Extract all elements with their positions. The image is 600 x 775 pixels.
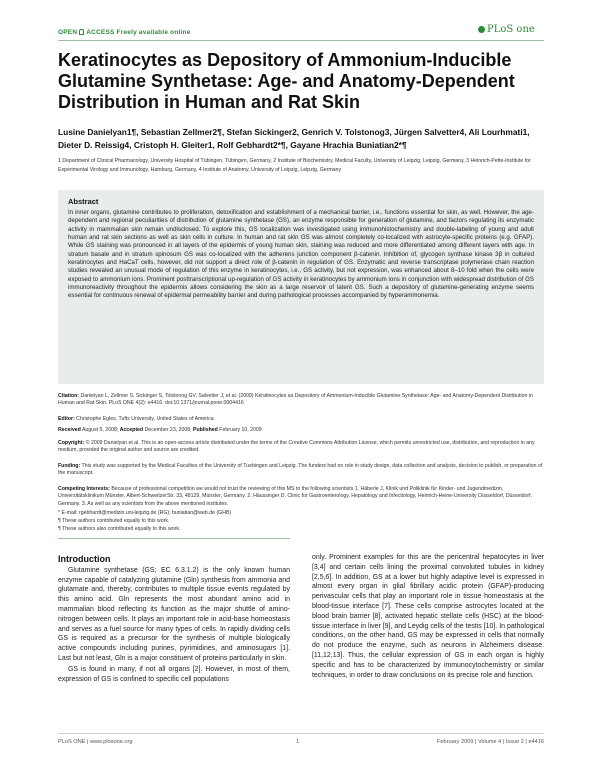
funding-label: Funding: [58,463,81,469]
intro-paragraph-2: GS is found in many, if not all organs [2]. However, in most of them, expression of GS is confined to specific cell populations [58,665,290,683]
received-label: Received [58,427,81,433]
article-title: Keratinocytes as Depository of Ammonium-Inducible Glutamine Synthetase: Age- and Anatomy-Dependent Distribution in Human and Rat Skin [58,50,515,112]
competing-interests-label: Competing Interests: [58,486,110,492]
access-label: ACCESS [86,29,115,36]
copyright-text: © 2009 Danielyan et al. This is an open-access article distributed under the terms of the Creative Commons Attribution License, which permits unrestricted use, distribution, and reproduction in any medium, provided the original author and source are credited. [58,440,535,454]
journal-logo-text: PLoS one [487,24,535,35]
citation-text: Danielyan L, Zellmer S, Sickinger S, Tolstonog GV, Salvetter J, et al. (2009) Keratinocytes as Depository of Ammonium-Inducible Glutamine Synthetase: Age- and Anatomy-Dependent Distribution in Human and Rat Skin. PLoS ONE 4(2): e4416. doi:10.1371/journal.pone.0004416 [58,393,533,407]
footer-divider [58,733,544,734]
header-divider [58,40,544,41]
page-number: 1 [296,739,300,745]
email-info: * E-mail: rgebhardt@medizin.uni-leipzig.de (RG); buniatian@web.de (GHB) [58,510,232,516]
body-column-right [312,553,544,680]
affiliations: 1 Department of Clinical Pharmacology, University Hospital of Tübingen, Tübingen, Germany, 2 Institute of Biochemistry, Medical Faculty, University of Leipzig, Leipzig, Germany, 3 Heinrich-Pette-Institute for Experimental Virology and Immunology, Hamburg, Germany, 4 Institute of Anatomy, University of Leipzig, Leipzig, Germany [58,158,531,173]
body-column-left [58,555,290,684]
dates-info [58,427,544,434]
accepted-date: December 23, 2008; [144,427,192,433]
equal-contribution-note: ¶ These authors contributed equally to this work. [58,518,170,524]
abstract-panel [58,190,544,384]
abstract-body: In inner organs, glutamine contributes to proliferation, detoxification and establishment of a mechanical barrier, i.e., functions essential for skin, as well. However, the age-dependent and regional peculiarities of distribution of glutamine synthetase (GS), an enzyme responsible for generation of glutamine, and factors regulating its enzymatic activity in mammalian skin remain undisclosed. To explore this, GS localization was investigated using immunohistochemistry and double-labeling of young and adult human and rat skin sections as well as skin cells in culture. In human and rat skin GS was almost completely co-localized with astrocyte-specific proteins (e.g. GFAP). While GS staining was pronounced in all layers of the epidermis of young human skin, staining was reduced and more differentiated among different layers with age. In stratum basale and in stratum spinosum GS was co-localized with the adherens junction component β-catenin. Inhibition of, glycogen synthase kinase 3β in cultured keratinocytes and HaCaT cells, however, did not support a direct role of β-catenin in regulation of GS. Enzymatic and reverse transcriptase polymerase chain reaction studies revealed an unusual mode of regulation of this enzyme in keratinocytes, i.e., GS activity, but not expression, was enhanced about 8–10 fold when the cells were exposed to ammonium ions. Prominent posttranscriptional up-regulation of GS activity in keratinocytes by ammonium ions in conjunction with widespread distribution of GS immunoreactivity throughout the epidermis allows considering the skin as a large reservoir of latent GS. Such a depository of glutamine-generating enzyme seems essential for continuous renewal of epidermal permeability barrier and during pathological processes accompanied by hyperammonemia. [68,209,534,300]
citation-label: Citation: [58,393,80,399]
equal-contribution-note-2: ¶ These authors also contributed equally to this work. [58,526,181,532]
copyright-info [58,440,544,455]
notes-divider [58,538,290,539]
received-date: August 5, 2008; [81,427,119,433]
funding-info [58,463,544,478]
editor-text: Christophe Egles, Tufts University, United States of America [76,416,214,422]
editor-info [58,416,544,423]
editor-label: Editor: [58,416,75,422]
citation-info [58,393,544,408]
lock-open-icon [79,29,84,35]
competing-interests-text: Because of professional competition we would not trust the reviewing of this MS to the following scientists 1. Häberle J, Klinik und Poliklinik für Kinder- und Jugendmedizin, Universitätsklinikum Münster, Albert-SchweitzerStr. 33, 48129, Münster, Germany. 2. Häussinger D. Clinic for Gastroenterology, Hepatology and Infectiology, Heinrich-Heine-University Düsseldorf, Düsseldorf, Germany. 3. As well as any scientists from the above mentioned institutes. [58,486,532,507]
published-label: Published [193,427,218,433]
introduction-heading: Introduction [58,554,111,564]
open-access-banner [58,29,191,36]
accepted-label: Accepted [119,427,144,433]
footer-issue: February 2009 | Volume 4 | Issue 2 | e4416 [437,739,544,745]
open-access-label: OPEN [58,29,78,36]
intro-paragraph-3: only. Prominent examples for this are the pericentral hepatocytes in liver [3,4] and certain cells lining the proximal convoluted tubules in kidney [2,5,6]. In addition, GS at a lower but highly adaptive level is expressed in almost every organ in glial fibrillary acidic protein (GFAP)-producing perivascular cells that play an important role in tissue homeostasis at the blood-tissue interface [7]. These cells comprise astrocytes located at the blood brain barrier [8], activated hepatic stellate cells (HSC) at the blood-tissue interface in liver [9], and Leydig cells of the testis [10]. In pathological conditions, on the other hand, GS may be expressed in cells that normally do not produce the enzyme, such as neurons in Alzheimers disease. [11,12,13]. Thus, the cellular expression of GS in each organ is highly specific and has to be characterized by immunocytochemistry or similar techniques, in order to draw conclusions on its precise role and function. [312,554,544,679]
copyright-label: Copyright: [58,440,85,446]
competing-interests-info [58,486,544,508]
abstract-heading: Abstract [68,197,99,206]
footer-journal: PLoS ONE | www.plosone.org [58,739,133,745]
intro-paragraph-1: Glutamine synthetase (GS; EC 6.3.1.2) is the only known human enzyme capable of catalyzing glutamine (Gln) synthesis from ammonia and glutamate and, thereby, contributes to multiple tissue events regulated by this amino acid. Gln represents the most abundant amino acid in mammalian blood reflecting its function as the major shuttle of amino-nitrogen between cells. It plays an important role in acid-base homeostasis and serves as a fuel source for many types of cells. In rapidly dividing cells GS is required as a precursor for the synthesis of multiple biologically active compounds including purines, pyrimidines, and aminosugars [1]. Last but not least, Gln is a major constituent of proteins particularly in skin. [58,566,290,662]
published-date: February 10, 2009 [219,427,262,433]
author-list: Lusine Danielyan1¶, Sebastian Zellmer2¶, Stefan Sickinger2, Genrich V. Tolstonog3, Jürgen Salvetter4, Ali Lourhmati1, Dieter D. Reissig4, Cristoph H. Gleiter1, Rolf Gebhardt2*¶, Gayane Hrachia Buniatian2*¶ [58,127,530,150]
journal-logo-icon [478,26,485,33]
open-access-tagline: Freely available online [116,29,191,36]
funding-text: This study was supported by the Medical Faculties of the University of Tuebingen and Leipzig. The funders had no role in study design, data collection and analysis, decision to publish, or preparation of the manuscript. [58,463,543,477]
journal-logo [478,24,535,35]
